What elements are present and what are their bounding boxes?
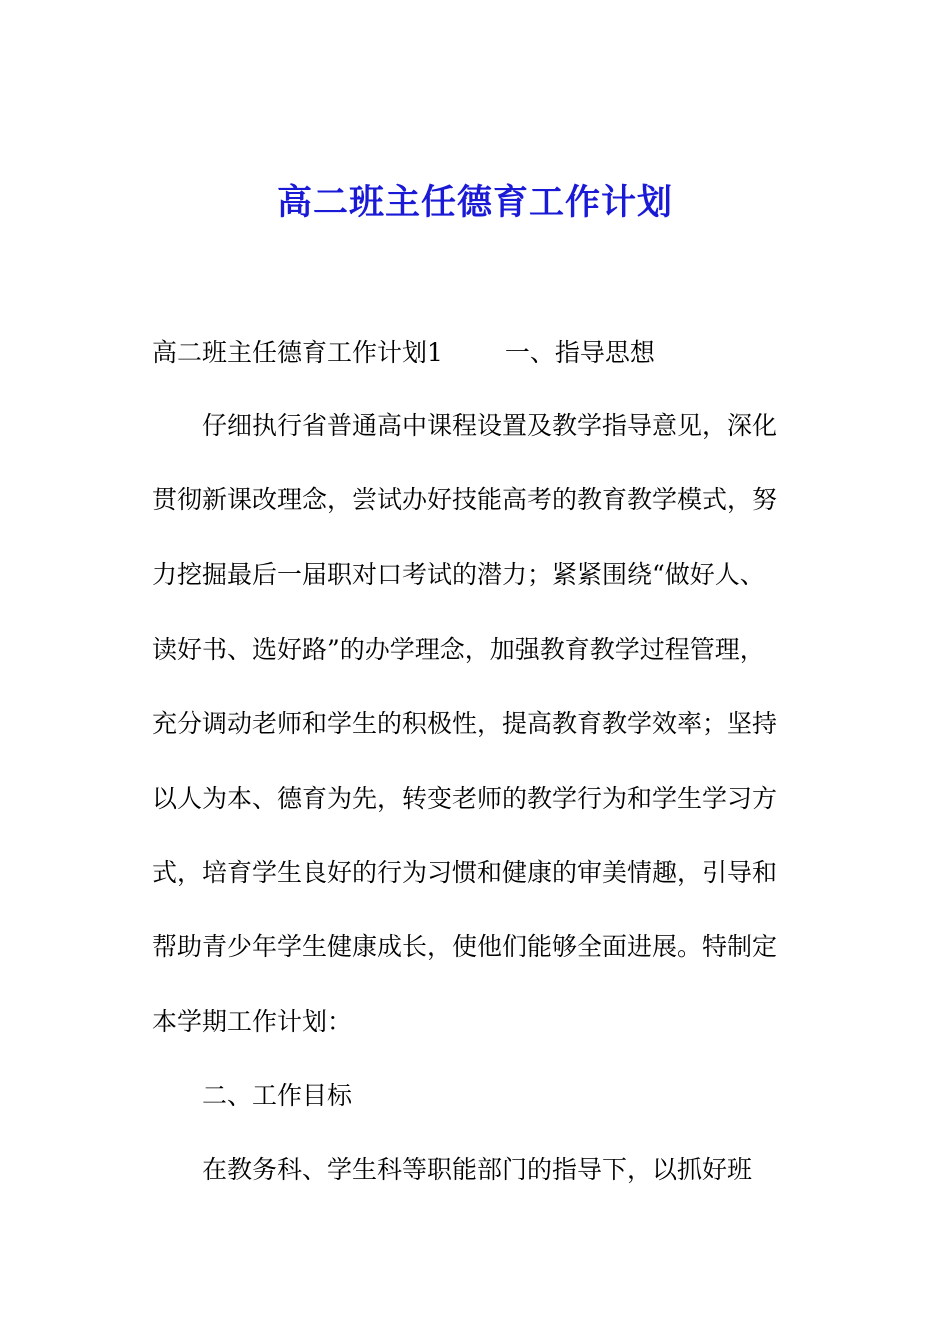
section-heading-guiding-thought: 一、指导思想 (504, 338, 655, 367)
plan-heading: 高二班主任德育工作计划1 (152, 338, 443, 367)
paragraph-line: 充分调动老师和学生的积极性，提高教育教学效率；坚持 (152, 709, 778, 738)
document-title: 高二班主任德育工作计划 (276, 182, 673, 223)
paragraph-line: 式，培育学生良好的行为习惯和健康的审美情趣，引导和 (152, 858, 778, 887)
paragraph-line: 仔细执行省普通高中课程设置及教学指导意见，深化 (202, 411, 778, 440)
paragraph-line: 力挖掘最后一届职对口考试的潜力；紧紧围绕“做好人、 (152, 560, 765, 589)
section-heading-work-goals: 二、工作目标 (202, 1081, 353, 1110)
paragraph-line: 读好书、选好路”的办学理念，加强教育教学过程管理， (152, 635, 765, 664)
paragraph-line: 以人为本、德育为先，转变老师的教学行为和学生学习方 (152, 784, 778, 813)
heading-line (152, 335, 655, 371)
paragraph-line: 贯彻新课改理念，尝试办好技能高考的教育教学模式，努 (152, 485, 778, 514)
paragraph-line: 在教务科、学生科等职能部门的指导下，以抓好班 (202, 1155, 753, 1184)
paragraph-line: 帮助青少年学生健康成长，使他们能够全面进展。特制定 (152, 932, 778, 961)
paragraph-line: 本学期工作计划： (152, 1007, 353, 1036)
